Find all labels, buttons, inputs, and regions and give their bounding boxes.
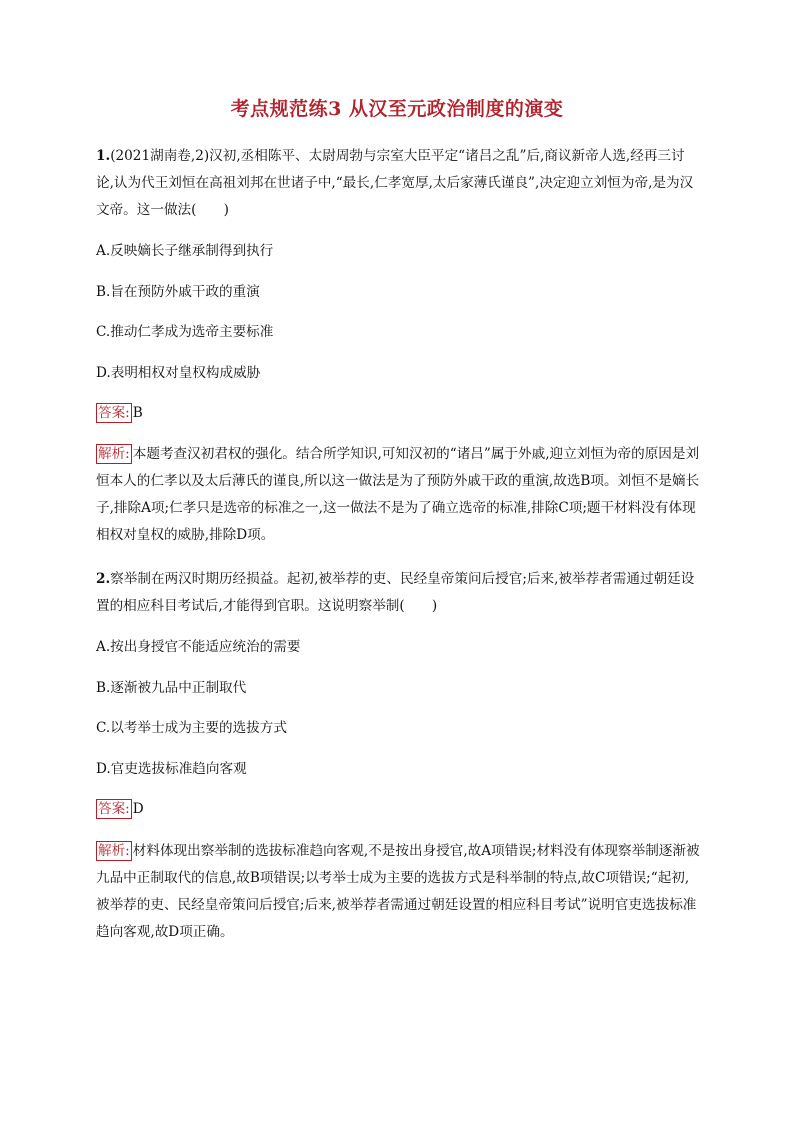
analysis-label: 解析: <box>98 843 130 859</box>
analysis-text: 本题考查汉初君权的强化。结合所学知识,可知汉初的“诸吕”属于外戚,迎立刘恒为帝的原因是刘恒本人的仁孝以及太后薄氏的谨良,所以这一做法是为了预防外戚干政的重演,故选B项。刘恒不是嫡长子,排除A项;仁孝只是选帝的标准之一,这一做法不是为了确立选帝的标准,排除C项;题干材料没有体现相权对皇权的威胁,排除D项。 <box>96 446 700 543</box>
analysis-text: 材料体现出察举制的选拔标准趋向客观,不是按出身授官,故A项错误;材料没有体现察举制逐渐被九品中正制取代的信息,故B项错误;以考举士成为主要的选拔方式是科举制的特点,故C项错误;“起初,被举荐的吏、民经皇帝策问后授官;后来,被举荐者需通过朝廷设置的相应科目考试”说明官吏选拔标准趋向客观,故D项正确。 <box>96 843 700 940</box>
question-stem: (2021湖南卷,2)汉初,丞相陈平、太尉周勃与宗室大臣平定“诸吕之乱”后,商议新帝人选,经再三讨论,认为代王刘恒在高祖刘邦在世诸子中,“最长,仁孝宽厚,太后家薄氏谨良”,决定迎立刘恒为帝,是为汉文帝。这一做法( ) <box>96 148 694 218</box>
question-number: 2. <box>96 571 111 587</box>
analysis-label: 解析: <box>98 446 130 462</box>
question-2-answer <box>96 799 144 819</box>
question-1-option-d: D.表明相权对皇权构成威胁 <box>96 365 261 381</box>
answer-label: 答案: <box>98 801 130 817</box>
question-1-answer <box>96 403 143 423</box>
question-2-option-c: C.以考举士成为主要的选拔方式 <box>96 720 287 736</box>
question-number: 1. <box>96 148 111 164</box>
question-2-option-d: D.官吏选拔标准趋向客观 <box>96 761 247 777</box>
question-2 <box>96 566 702 620</box>
answer-value: B <box>132 405 143 421</box>
question-1 <box>96 143 702 224</box>
question-2-analysis <box>96 838 702 946</box>
question-1-option-b: B.旨在预防外戚干政的重演 <box>96 284 260 300</box>
question-1-option-a: A.反映嫡长子继承制得到执行 <box>96 243 274 259</box>
answer-label: 答案: <box>98 405 130 421</box>
question-2-option-b: B.逐渐被九品中正制取代 <box>96 680 247 696</box>
answer-value: D <box>132 801 144 817</box>
question-1-analysis <box>96 441 702 549</box>
question-2-option-a: A.按出身授官不能适应统治的需要 <box>96 639 301 655</box>
question-1-option-c: C.推动仁孝成为选帝主要标准 <box>96 324 274 340</box>
question-stem: 察举制在两汉时期历经损益。起初,被举荐的吏、民经皇帝策问后授官;后来,被举荐者需通过朝廷设置的相应科目考试后,才能得到官职。这说明察举制( ) <box>96 571 695 614</box>
page-title: 考点规范练3 从汉至元政治制度的演变 <box>230 98 564 120</box>
